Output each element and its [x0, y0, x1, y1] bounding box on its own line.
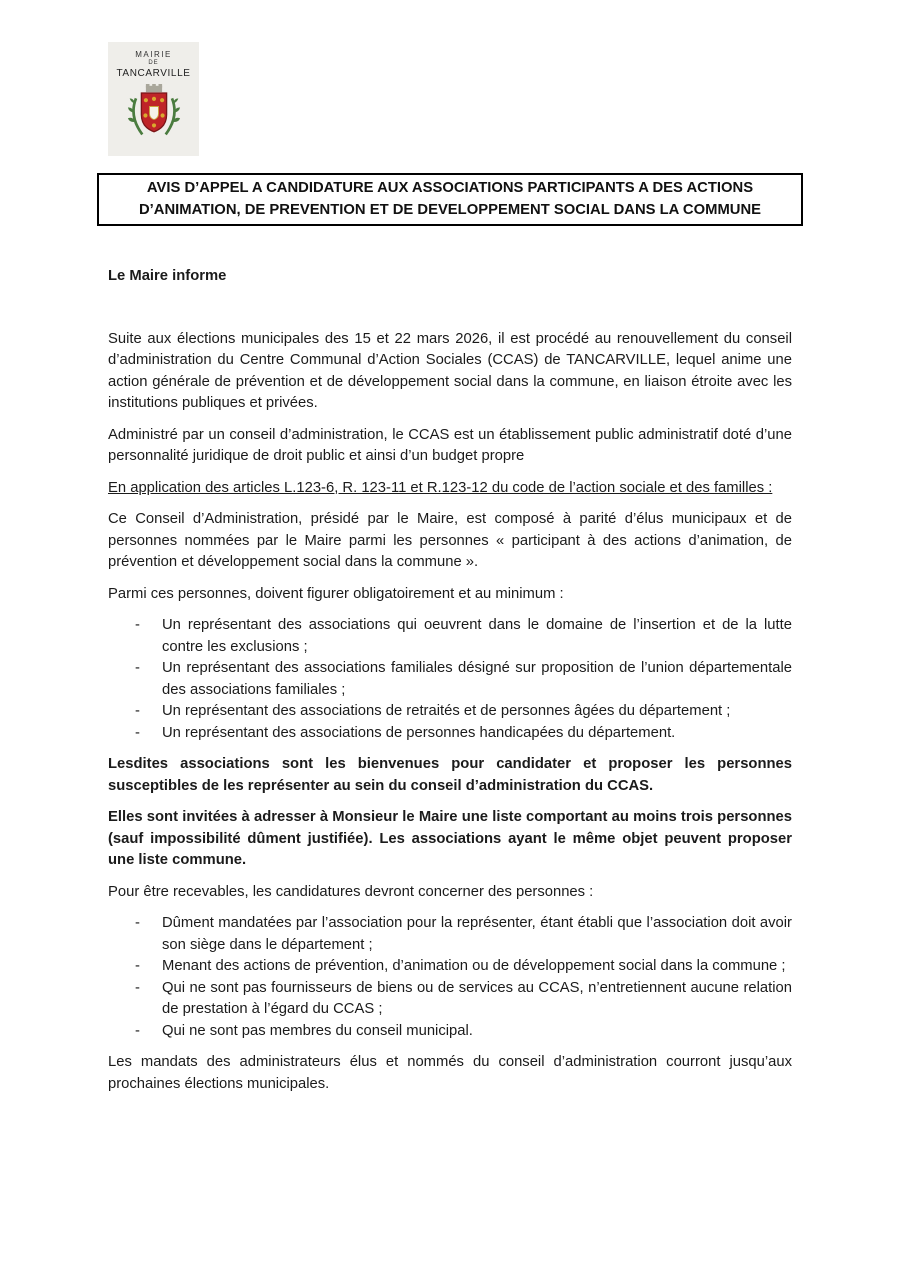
list-minimum-representatives: [108, 615, 792, 744]
paragraph-mandats: Les mandats des administrateurs élus et nommés du conseil d’administration courront jusqu’aux prochaines élections municipales.: [108, 1054, 792, 1092]
list-item-text: Un représentant des associations de personnes handicapées du département.: [162, 724, 676, 741]
paragraph-minimum-intro: Parmi ces personnes, doivent figurer obligatoirement et au minimum :: [108, 585, 564, 602]
list-item-text: Un représentant des associations familiales désigné sur proposition de l’union départementale des associations familiales ;: [162, 660, 792, 698]
logo-text-tancarville: TANCARVILLE: [116, 67, 191, 79]
list-marker: -: [135, 703, 140, 719]
list-item: [108, 956, 792, 978]
list-marker: -: [135, 958, 140, 974]
notice-title: AVIS D’APPEL A CANDIDATURE AUX ASSOCIATIONS PARTICIPANTS A DES ACTIONS D’ANIMATION, DE PREVENTION ET DE DEVELOPPEMENT SOCIAL DANS LA COMMUNE: [138, 180, 762, 218]
mairie-logo: [108, 42, 199, 156]
greeting-line: Le Maire informe: [108, 268, 227, 284]
list-eligibility-conditions: [108, 913, 792, 1042]
list-item-text: Un représentant des associations de retraités et de personnes âgées du département ;: [162, 703, 731, 719]
list-marker: -: [135, 1022, 140, 1039]
logo-text-mairie: MAIRIE: [135, 50, 172, 59]
list-marker: -: [135, 660, 140, 676]
list-item: [108, 723, 792, 745]
list-item-text: Un représentant des associations qui oeuvrent dans le domaine de l’insertion et de la lutte contre les exclusions ;: [162, 617, 792, 655]
list-item: [108, 1021, 792, 1043]
list-marker: -: [135, 724, 140, 741]
list-marker: -: [135, 915, 140, 931]
paragraph-recevabilite-intro: Pour être recevables, les candidatures devront concerner des personnes :: [108, 883, 594, 900]
paragraph-elections: Suite aux élections municipales des 15 et 22 mars 2026, il est procédé au renouvellement du conseil d’administration du Centre Communal d’Action Sociales (CCAS) de TANCARVILLE, lequel anime une action générale de prévention et de développement social dans la commune, en liaison étroite avec les institutions publiques et privées.: [108, 330, 792, 411]
list-item: [108, 978, 792, 1021]
paragraph-conseil-composition: Ce Conseil d’Administration, présidé par le Maire, est composé à parité d’élus municipaux et de personnes nommées par le Maire parmi les personnes « participant à des actions d’animation, de prévention et développement social dans la commune ».: [108, 511, 792, 570]
coat-of-arms-icon: [127, 82, 181, 145]
list-marker: -: [135, 617, 140, 633]
paragraph-administration: Administré par un conseil d’administration, le CCAS est un établissement public administratif doté d’une personnalité juridique de droit public et ainsi d’un budget propre: [108, 426, 792, 464]
list-item: [108, 658, 792, 701]
list-item-text: Menant des actions de prévention, d’animation ou de développement social dans la commune ;: [162, 958, 786, 974]
paragraph-invitation-candidater: Lesdites associations sont les bienvenues pour candidater et proposer les personnes susceptibles de les représenter au sein du conseil d’administration du CCAS.: [108, 756, 792, 794]
list-item-text: Qui ne sont pas membres du conseil municipal.: [162, 1022, 473, 1039]
list-item: [108, 913, 792, 956]
list-item-text: Dûment mandatées par l’association pour la représenter, étant établi que l’association doit avoir son siège dans le département ;: [162, 915, 792, 953]
list-item-text: Qui ne sont pas fournisseurs de biens ou de services au CCAS, n’entretiennent aucune relation de prestation à l’égard du CCAS ;: [162, 979, 792, 1017]
logo-text-de: DE: [148, 59, 159, 66]
list-marker: -: [135, 979, 140, 996]
notice-title-box: [97, 173, 803, 226]
paragraph-legal-reference: En application des articles L.123-6, R. 123-11 et R.123-12 du code de l’action sociale et des familles :: [108, 479, 773, 496]
paragraph-liste-trois-personnes: Elles sont invitées à adresser à Monsieur le Maire une liste comportant au moins trois personnes (sauf impossibilité dûment justifiée). Les associations ayant le même objet peuvent proposer une liste commune.: [108, 809, 792, 868]
list-item: [108, 701, 792, 723]
list-item: [108, 615, 792, 658]
